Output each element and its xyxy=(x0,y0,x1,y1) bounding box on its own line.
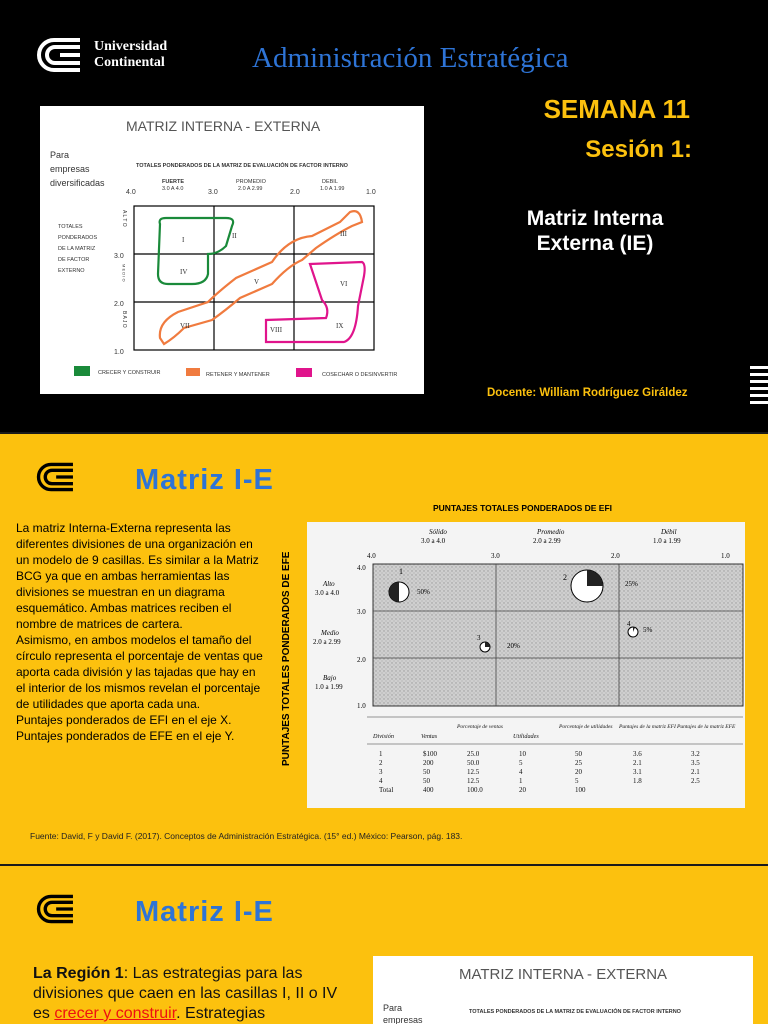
logo-icon xyxy=(36,892,78,926)
body-paragraph: La matriz Interna-Externa representa las diferentes divisiones de una organización en un modelo de 9 casillas. Es similar a la Matriz BCG ya que en ambas herramientas las divisiones se muestran en un diagrama esquemático. Ambas matrices reciben el nombre de matrices de cartera. xyxy=(16,521,259,631)
body-paragraph: Puntajes ponderados de EFE en el eje Y. xyxy=(16,729,235,743)
row-head-bajo: Bajo xyxy=(323,674,337,682)
table-cell: $100 xyxy=(423,750,437,758)
row-head-medio: Medio xyxy=(321,629,339,637)
svg-text:3: 3 xyxy=(477,634,481,642)
promedio-label: PROMEDIO xyxy=(236,179,266,185)
x-tick-2: 2.0 xyxy=(290,189,300,196)
slide-2 xyxy=(0,434,768,864)
chart-grid-bg xyxy=(373,564,743,706)
table-cell: 3.6 xyxy=(633,750,642,758)
table-cell: 5 xyxy=(519,759,523,767)
svg-text:Porcentaje de utilidades: Porcentaje de utilidades xyxy=(559,724,613,730)
col-head-2-range: 2.0 a 2.99 xyxy=(533,537,561,545)
region-green xyxy=(158,218,233,284)
pct-label-3: 20% xyxy=(507,642,520,650)
svg-text:División: División xyxy=(373,733,394,740)
table-cell: 100.0 xyxy=(467,786,483,794)
table-cell: 2.5 xyxy=(691,777,700,785)
table-cell: 3 xyxy=(379,768,383,776)
legend-green-label: CRECER Y CONSTRUIR xyxy=(98,370,161,376)
body-text xyxy=(16,520,264,744)
region-1-text-part-1: : Las estrategias para las divisiones que caen en las casillas I, II o IV es xyxy=(33,965,338,1022)
left-label-3: DE LA MATRIZ xyxy=(58,246,96,252)
y-tick-4: 4.0 xyxy=(357,564,366,572)
fuerte-range: 3.0 A 4.0 xyxy=(162,186,184,192)
table-cell: 50 xyxy=(423,777,430,785)
svg-text:Puntajes de la matriz EFI: Puntajes de la matriz EFI xyxy=(619,724,676,730)
svg-text:2: 2 xyxy=(563,573,567,582)
cell-v: V xyxy=(254,278,260,286)
source-citation: Fuente: David, F y David F. (2017). Conceptos de Administración Estratégica. (15° ed.) México: Pearson, pág. 183. xyxy=(30,831,463,841)
svg-text:Utilidades: Utilidades xyxy=(513,733,539,740)
svg-text:Puntajes de la matriz EFE: Puntajes de la matriz EFE xyxy=(677,724,736,730)
cell-iii: III xyxy=(340,230,347,238)
para-2: empresas xyxy=(50,164,90,174)
table-cell: 5 xyxy=(575,777,579,785)
cell-ii: II xyxy=(232,232,237,240)
region-1-text xyxy=(33,964,353,1024)
slide-title: Matriz I-E xyxy=(135,896,274,928)
body-paragraph: Asimismo, en ambos modelos el tamaño del círculo representa el porcentaje de ventas que aporta cada división y las tajadas que hay en el interior de los mismos revelan el porcentaje de utilidades que aporta cada una. xyxy=(16,633,263,711)
table-cell: 1.8 xyxy=(633,777,642,785)
ie-example-figure xyxy=(307,522,745,808)
table-cell: 100 xyxy=(575,786,586,794)
x-tick-1: 1.0 xyxy=(366,189,376,196)
logo-icon xyxy=(36,36,86,74)
page-title: Administración Estratégica xyxy=(252,42,569,74)
slide-3 xyxy=(0,866,768,1024)
row-head-alto-range: 3.0 a 4.0 xyxy=(315,589,340,597)
table-cell: 4 xyxy=(519,768,523,776)
university-name: Universidad Continental xyxy=(94,39,168,70)
week-label: SEMANA 11 xyxy=(543,94,690,124)
cell-vii: VII xyxy=(180,322,190,330)
table-cell: 12.5 xyxy=(467,777,480,785)
col-head-1-range: 3.0 a 4.0 xyxy=(421,537,446,545)
ie-matrix-figure xyxy=(40,106,424,394)
grow-build-highlight: crecer y construir xyxy=(54,1005,177,1022)
table-cell: 50 xyxy=(423,768,430,776)
row-head-alto: Alto xyxy=(323,580,335,588)
matrix-title: MATRIZ INTERNA - EXTERNA xyxy=(459,966,668,983)
cell-ix: IX xyxy=(336,322,344,330)
table-cell: 25 xyxy=(575,759,582,767)
cell-viii: VIII xyxy=(270,326,283,334)
table-cell: 2 xyxy=(379,759,383,767)
table-cell: 25.0 xyxy=(467,750,480,758)
table-cell: 200 xyxy=(423,759,434,767)
col-head-3-range: 1.0 a 1.99 xyxy=(653,537,681,545)
ie-example-chart xyxy=(307,522,745,808)
logo-icon xyxy=(36,460,78,494)
fuerte-label: FUERTE xyxy=(162,179,184,185)
cell-i: I xyxy=(182,236,185,244)
x-tick-4: 4.0 xyxy=(367,552,376,560)
debil-range: 1.0 A 1.99 xyxy=(320,186,345,192)
y-tick-2: 2.0 xyxy=(114,301,124,308)
row-head-bajo-range: 1.0 a 1.99 xyxy=(315,683,343,691)
x-tick-1: 1.0 xyxy=(721,552,730,560)
ie-matrix-figure-2 xyxy=(373,956,753,1024)
y-tick-1: 1.0 xyxy=(357,702,366,710)
table-cell: 3.2 xyxy=(691,750,700,758)
promedio-range: 2.0 A 2.99 xyxy=(238,186,263,192)
pct-label-1: 50% xyxy=(417,588,430,596)
table-cell: 2.1 xyxy=(691,768,700,776)
teacher-name: Docente: William Rodríguez Giráldez xyxy=(487,387,688,399)
left-label-2: PONDERADOS xyxy=(58,235,98,241)
table-cell: 3.5 xyxy=(691,759,700,767)
table-cell: 20 xyxy=(575,768,582,776)
col-head-2: Promedio xyxy=(537,528,565,536)
x-tick-2: 2.0 xyxy=(611,552,620,560)
x-tick-4: 4.0 xyxy=(126,189,136,196)
y-tick-2: 2.0 xyxy=(357,656,366,664)
table-cell: 1 xyxy=(519,777,523,785)
svg-text:4: 4 xyxy=(627,620,631,628)
table-header xyxy=(372,724,736,740)
vertical-axis-label: PUNTAJES TOTALES PONDERADOS DE EFE xyxy=(281,551,292,767)
region-1-heading: La Región 1 xyxy=(33,965,124,982)
legend-pink-label: COSECHAR O DESINVERTIR xyxy=(322,372,398,378)
chart-header: PUNTAJES TOTALES PONDERADOS DE EFI xyxy=(433,503,612,513)
cell-iv: IV xyxy=(180,268,188,276)
left-label-5: EXTERNO xyxy=(58,268,85,274)
col-head-1: Sólido xyxy=(429,528,447,536)
debil-label: DEBIL xyxy=(322,179,338,185)
topic-subtitle: Matriz Interna Externa (IE) xyxy=(526,207,664,255)
legend-orange-label: RETENER Y MANTENER xyxy=(206,372,270,378)
cell-vi: VI xyxy=(340,280,348,288)
table-cell: Total xyxy=(379,786,394,794)
para-1: Para xyxy=(50,150,70,160)
y-tick-3: 3.0 xyxy=(357,608,366,616)
legend-pink-swatch xyxy=(296,368,312,377)
pct-label-4: 5% xyxy=(643,626,653,634)
svg-text:Ventas: Ventas xyxy=(421,733,438,740)
body-paragraph: Puntajes ponderados de EFI en el eje X. xyxy=(16,713,232,727)
x-tick-3: 3.0 xyxy=(491,552,500,560)
svg-text:1: 1 xyxy=(399,567,403,576)
region-orange xyxy=(160,211,362,344)
data-table xyxy=(379,750,700,794)
legend-green-swatch xyxy=(74,366,90,376)
para-3: diversificadas xyxy=(50,178,105,188)
medio-label: M E D I O xyxy=(121,264,127,282)
para-text: Para empresas xyxy=(383,1003,423,1024)
top-header: TOTALES PONDERADOS DE LA MATRIZ DE EVALUACIÓN DE FACTOR INTERNO xyxy=(469,1009,681,1015)
legend-orange-swatch xyxy=(186,368,200,376)
left-label-4: DE FACTOR xyxy=(58,257,90,263)
table-cell: 12.5 xyxy=(467,768,480,776)
menu-lines-icon xyxy=(750,366,768,408)
table-cell: 3.1 xyxy=(633,768,642,776)
row-head-medio-range: 2.0 a 2.99 xyxy=(313,638,341,646)
y-tick-3: 3.0 xyxy=(114,253,124,260)
region-1-text-part-2: . Estrategias xyxy=(176,1005,266,1022)
table-cell: 50 xyxy=(575,750,582,758)
x-tick-3: 3.0 xyxy=(208,189,218,196)
table-cell: 2.1 xyxy=(633,759,642,767)
ie-matrix-diagram xyxy=(40,106,424,394)
slide-title: Matriz I-E xyxy=(135,464,274,496)
left-label-1: TOTALES xyxy=(58,224,83,230)
matrix-title: MATRIZ INTERNA - EXTERNA xyxy=(126,118,321,134)
table-cell: 20 xyxy=(519,786,526,794)
university-logo xyxy=(36,36,167,74)
bajo-label: B A J O xyxy=(121,311,127,328)
alto-label: A L T O xyxy=(121,210,127,227)
session-label: Sesión 1: xyxy=(585,136,692,163)
svg-text:Porcentaje de ventas: Porcentaje de ventas xyxy=(457,724,503,730)
top-header: TOTALES PONDERADOS DE LA MATRIZ DE EVALUACIÓN DE FACTOR INTERNO xyxy=(136,163,348,169)
y-tick-1: 1.0 xyxy=(114,349,124,356)
pct-label-2: 25% xyxy=(625,580,638,588)
table-cell: 10 xyxy=(519,750,526,758)
table-cell: 50.0 xyxy=(467,759,480,767)
slide-1 xyxy=(0,0,768,432)
table-cell: 400 xyxy=(423,786,434,794)
table-cell: 4 xyxy=(379,777,383,785)
col-head-3: Débil xyxy=(661,528,677,536)
table-cell: 1 xyxy=(379,750,383,758)
